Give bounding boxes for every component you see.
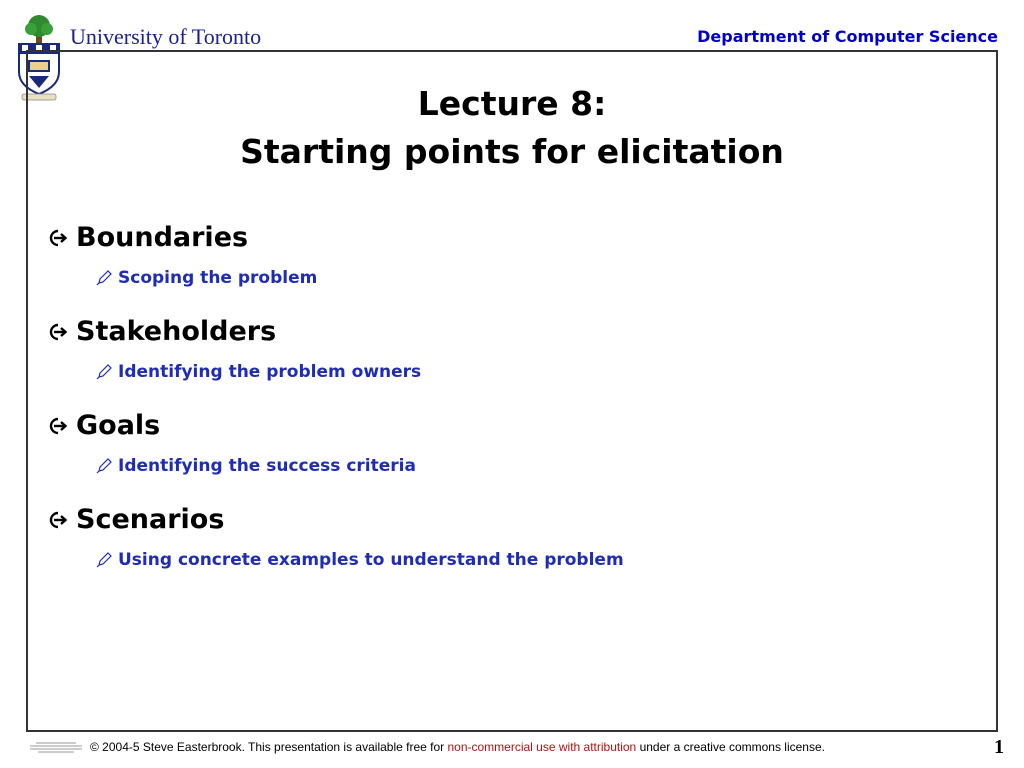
footer-text-after: under a creative commons license. [636,740,825,754]
pen-icon [96,552,112,568]
bullet-label: Goals [76,410,161,441]
bullet-boundaries [48,222,248,253]
subpoint-label: Using concrete examples to understand the problem [118,550,624,570]
circled-arrow-icon [48,228,68,248]
creative-commons-icon[interactable] [26,740,86,754]
subpoint-label: Identifying the problem owners [118,362,422,382]
circled-arrow-icon [48,416,68,436]
department-name: Department of Computer Science [697,27,998,46]
bullet-goals [48,410,160,441]
circled-arrow-icon [48,322,68,342]
pen-icon [96,270,112,286]
bullet-label: Stakeholders [76,316,277,347]
subpoint-label: Identifying the success criteria [118,456,416,476]
title-line-2: Starting points for elicitation [240,132,784,171]
circled-arrow-icon [48,510,68,530]
subpoint-problem-owners [96,362,421,382]
subpoint-label: Scoping the problem [118,268,318,288]
footer-text-before: © 2004-5 Steve Easterbrook. This presentation is available free for [90,740,448,754]
subpoint-concrete-examples [96,550,624,570]
university-name: University of Toronto [70,24,262,49]
slide-title [40,80,984,176]
bullet-label: Scenarios [76,504,225,535]
page-number: 1 [994,736,1004,758]
license-link[interactable]: non-commercial use with attribution [447,740,637,754]
subpoint-success-criteria [96,456,416,476]
title-line-1: Lecture 8: [417,84,607,123]
pen-icon [96,458,112,474]
bullet-scenarios [48,504,224,535]
subpoint-scoping [96,268,317,288]
bullet-label: Boundaries [76,222,249,253]
pen-icon [96,364,112,380]
copyright-footer [90,740,825,754]
bullet-stakeholders [48,316,276,347]
